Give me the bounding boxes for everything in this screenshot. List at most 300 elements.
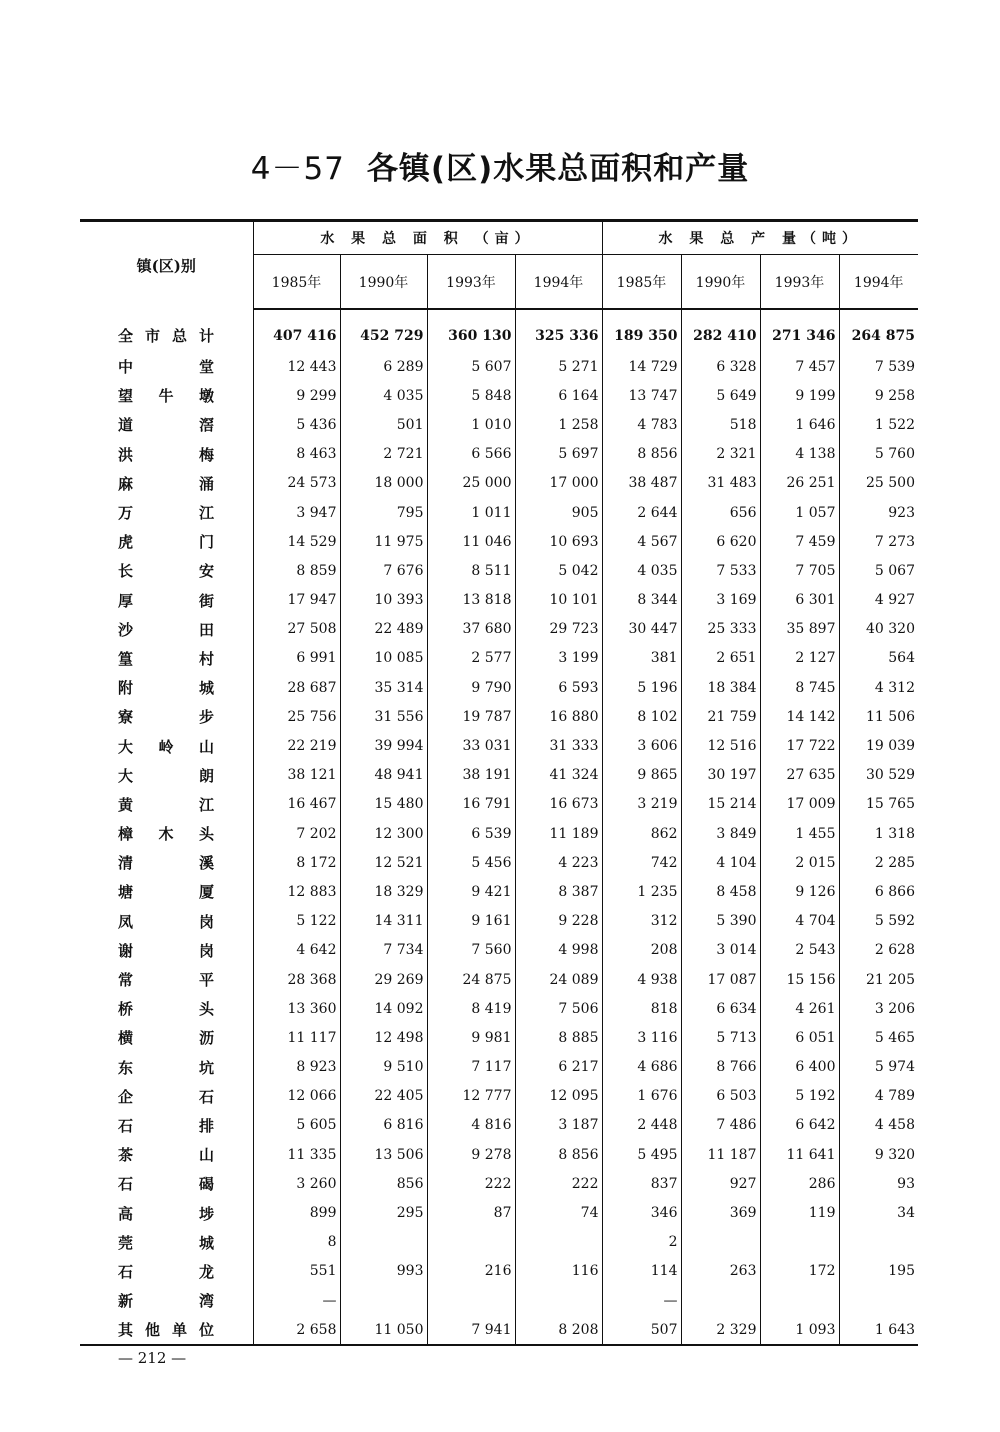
area-value-cell: 24 089: [515, 965, 602, 994]
output-value-cell: 5 974: [839, 1053, 918, 1082]
area-value-cell: 74: [515, 1198, 602, 1227]
output-value-cell: [839, 1228, 918, 1257]
area-value-cell: 8 923: [253, 1053, 340, 1082]
region-char: 大: [118, 766, 134, 785]
table-row: [80, 761, 918, 790]
region-name: [80, 1053, 253, 1082]
output-value-cell: 2 285: [839, 848, 918, 877]
area-value-cell: 16 467: [253, 790, 340, 819]
area-value-cell: [515, 1286, 602, 1315]
area-value-cell: 6 566: [427, 440, 515, 469]
table-row: [80, 309, 918, 352]
output-value-cell: 7 486: [681, 1111, 760, 1140]
region-char: 塘: [118, 883, 134, 902]
output-value-cell: 15 156: [760, 965, 839, 994]
region-char: 篁: [118, 649, 134, 668]
output-value-cell: 4 927: [839, 586, 918, 615]
region-name: [80, 1228, 253, 1257]
output-value-cell: 369: [681, 1198, 760, 1227]
output-value-cell: 2 644: [602, 498, 681, 527]
output-value-cell: 312: [602, 907, 681, 936]
area-value-cell: 25 756: [253, 702, 340, 731]
output-value-cell: 381: [602, 644, 681, 673]
output-value-cell: 34: [839, 1198, 918, 1227]
area-value-cell: 22 489: [340, 615, 427, 644]
output-value-cell: 286: [760, 1169, 839, 1198]
region-char: 总: [171, 327, 187, 345]
output-value-cell: 17 009: [760, 790, 839, 819]
area-value-cell: [340, 1228, 427, 1257]
area-value-cell: 12 300: [340, 819, 427, 848]
region-char: 桥: [118, 1000, 134, 1019]
area-value-cell: 4 998: [515, 936, 602, 965]
area-value-cell: 28 368: [253, 965, 340, 994]
area-value-cell: 795: [340, 498, 427, 527]
region-name: [80, 848, 253, 877]
region-name: [80, 498, 253, 527]
region-char: 城: [198, 1233, 214, 1252]
output-value-cell: 2 015: [760, 848, 839, 877]
area-value-cell: 856: [340, 1169, 427, 1198]
area-value-cell: 8 172: [253, 848, 340, 877]
output-value-cell: 12 516: [681, 731, 760, 760]
output-value-cell: 195: [839, 1257, 918, 1286]
area-value-cell: 7 506: [515, 994, 602, 1023]
area-value-cell: 16 791: [427, 790, 515, 819]
area-value-cell: 7 202: [253, 819, 340, 848]
area-value-cell: 41 324: [515, 761, 602, 790]
region-name: [80, 761, 253, 790]
region-char: 龙: [198, 1262, 214, 1281]
region-char: 涌: [198, 474, 214, 493]
region-char: 石: [118, 1116, 134, 1135]
output-value-cell: 25 333: [681, 615, 760, 644]
area-value-cell: 10 101: [515, 586, 602, 615]
area-value-cell: 6 991: [253, 644, 340, 673]
area-value-cell: 8 387: [515, 877, 602, 906]
output-value-cell: 6 328: [681, 352, 760, 381]
area-value-cell: 216: [427, 1257, 515, 1286]
table-body: [80, 309, 918, 1345]
area-value-cell: 39 994: [340, 731, 427, 760]
output-value-cell: 114: [602, 1257, 681, 1286]
area-value-cell: 4 035: [340, 381, 427, 410]
area-value-cell: [427, 1228, 515, 1257]
output-value-cell: 3 206: [839, 994, 918, 1023]
output-value-cell: 1 057: [760, 498, 839, 527]
output-value-cell: 11 641: [760, 1140, 839, 1169]
area-value-cell: 5 848: [427, 381, 515, 410]
output-value-cell: 1 522: [839, 410, 918, 439]
region-char: 滘: [198, 416, 214, 435]
output-value-cell: 6 400: [760, 1053, 839, 1082]
region-char: 石: [198, 1087, 214, 1106]
output-value-cell: [760, 1286, 839, 1315]
output-value-cell: 8 856: [602, 440, 681, 469]
region-name: [80, 877, 253, 906]
output-value-cell: 4 035: [602, 556, 681, 585]
output-value-cell: 1 676: [602, 1082, 681, 1111]
output-value-cell: 8 766: [681, 1053, 760, 1082]
region-name: [80, 1082, 253, 1111]
output-value-cell: 3 849: [681, 819, 760, 848]
area-value-cell: 6 539: [427, 819, 515, 848]
output-value-cell: 19 039: [839, 731, 918, 760]
table-row: [80, 1140, 918, 1169]
area-value-cell: 12 095: [515, 1082, 602, 1111]
output-value-cell: 9 199: [760, 381, 839, 410]
table-row: [80, 819, 918, 848]
region-char: 街: [198, 591, 214, 610]
year-header: 1990年: [340, 255, 427, 310]
area-value-cell: 17 947: [253, 586, 340, 615]
area-value-cell: 7 734: [340, 936, 427, 965]
area-value-cell: 5 271: [515, 352, 602, 381]
output-value-cell: 2 127: [760, 644, 839, 673]
output-value-cell: 5 465: [839, 1023, 918, 1052]
region-char: 中: [118, 358, 134, 377]
area-value-cell: 14 529: [253, 527, 340, 556]
region-char: 木: [158, 825, 174, 844]
table-row: [80, 615, 918, 644]
area-value-cell: 14 311: [340, 907, 427, 936]
table-row: [80, 1082, 918, 1111]
output-value-cell: [839, 1286, 918, 1315]
area-value-cell: 1 258: [515, 410, 602, 439]
table-number: 4－57: [250, 151, 345, 187]
output-value-cell: 21 759: [681, 702, 760, 731]
area-value-cell: 407 416: [253, 309, 340, 352]
area-value-cell: 9 228: [515, 907, 602, 936]
region-name: [80, 469, 253, 498]
region-char: 头: [198, 825, 214, 844]
area-value-cell: 29 723: [515, 615, 602, 644]
area-value-cell: 3 187: [515, 1111, 602, 1140]
output-value-cell: 11 506: [839, 702, 918, 731]
area-value-cell: 14 092: [340, 994, 427, 1023]
output-value-cell: 6 642: [760, 1111, 839, 1140]
table-row: [80, 936, 918, 965]
table-row: [80, 469, 918, 498]
region-name: [80, 731, 253, 760]
output-value-cell: 5 390: [681, 907, 760, 936]
region-char: 江: [198, 504, 214, 523]
output-value-cell: 4 938: [602, 965, 681, 994]
output-value-cell: 5 592: [839, 907, 918, 936]
region-char: 排: [198, 1116, 214, 1135]
output-value-cell: 7 705: [760, 556, 839, 585]
area-value-cell: 18 000: [340, 469, 427, 498]
region-char: 山: [198, 1146, 214, 1165]
page-number: — 212 —: [118, 1349, 187, 1367]
region-name: [80, 1169, 253, 1198]
area-value-cell: [515, 1228, 602, 1257]
output-value-cell: 346: [602, 1198, 681, 1227]
output-value-cell: —: [602, 1286, 681, 1315]
output-value-cell: 189 350: [602, 309, 681, 352]
region-char: 寮: [118, 708, 134, 727]
area-value-cell: 452 729: [340, 309, 427, 352]
region-char: 全: [118, 327, 134, 345]
output-value-cell: 30 197: [681, 761, 760, 790]
output-value-cell: 4 704: [760, 907, 839, 936]
table-row: [80, 1169, 918, 1198]
area-value-cell: 12 443: [253, 352, 340, 381]
output-value-cell: 9 865: [602, 761, 681, 790]
area-value-cell: 9 299: [253, 381, 340, 410]
area-value-cell: 501: [340, 410, 427, 439]
area-value-cell: 10 393: [340, 586, 427, 615]
output-value-cell: 7 533: [681, 556, 760, 585]
area-value-cell: 12 777: [427, 1082, 515, 1111]
area-value-cell: 8 463: [253, 440, 340, 469]
area-value-cell: 28 687: [253, 673, 340, 702]
area-value-cell: 8 856: [515, 1140, 602, 1169]
region-char: 凤: [118, 912, 134, 931]
output-value-cell: 93: [839, 1169, 918, 1198]
output-value-cell: 2 321: [681, 440, 760, 469]
year-header: 1994年: [515, 255, 602, 310]
output-value-cell: 30 447: [602, 615, 681, 644]
area-value-cell: 2 577: [427, 644, 515, 673]
region-char: 牛: [158, 387, 174, 406]
output-value-cell: 507: [602, 1315, 681, 1345]
area-value-cell: 6 593: [515, 673, 602, 702]
output-value-cell: 2 651: [681, 644, 760, 673]
table-row: [80, 586, 918, 615]
output-value-cell: 27 635: [760, 761, 839, 790]
area-value-cell: 8 419: [427, 994, 515, 1023]
area-value-cell: 8 885: [515, 1023, 602, 1052]
output-value-cell: 4 567: [602, 527, 681, 556]
output-value-cell: 5 495: [602, 1140, 681, 1169]
area-value-cell: 7 941: [427, 1315, 515, 1345]
area-value-cell: 6 164: [515, 381, 602, 410]
area-value-cell: 12 498: [340, 1023, 427, 1052]
region-char: 安: [198, 562, 214, 581]
area-value-cell: [427, 1286, 515, 1315]
area-value-cell: 551: [253, 1257, 340, 1286]
region-char: 附: [118, 679, 134, 698]
region-char: 望: [118, 387, 134, 406]
area-value-cell: 11 117: [253, 1023, 340, 1052]
area-value-cell: 31 556: [340, 702, 427, 731]
output-value-cell: 923: [839, 498, 918, 527]
area-value-cell: 3 199: [515, 644, 602, 673]
area-value-cell: 899: [253, 1198, 340, 1227]
area-value-cell: 7 676: [340, 556, 427, 585]
output-value-cell: 9 320: [839, 1140, 918, 1169]
area-value-cell: 222: [427, 1169, 515, 1198]
area-value-cell: 9 790: [427, 673, 515, 702]
region-char: 头: [198, 1000, 214, 1019]
area-value-cell: 3 947: [253, 498, 340, 527]
region-char: 其: [118, 1321, 134, 1340]
region-name: [80, 994, 253, 1023]
output-value-cell: 14 729: [602, 352, 681, 381]
output-value-cell: 208: [602, 936, 681, 965]
output-value-cell: 1 646: [760, 410, 839, 439]
area-value-cell: 1 011: [427, 498, 515, 527]
output-value-cell: 5 713: [681, 1023, 760, 1052]
region-char: 朗: [198, 766, 214, 785]
output-value-cell: 3 219: [602, 790, 681, 819]
region-name: [80, 819, 253, 848]
output-value-cell: 25 500: [839, 469, 918, 498]
region-char: 计: [198, 327, 214, 345]
output-value-cell: 9 258: [839, 381, 918, 410]
output-value-cell: 927: [681, 1169, 760, 1198]
table-row: [80, 410, 918, 439]
area-value-cell: 9 278: [427, 1140, 515, 1169]
region-char: 岗: [198, 912, 214, 931]
area-value-cell: 5 605: [253, 1111, 340, 1140]
area-value-cell: 12 883: [253, 877, 340, 906]
region-name: [80, 1111, 253, 1140]
region-char: 谢: [118, 941, 134, 960]
table-row: [80, 556, 918, 585]
output-value-cell: 31 483: [681, 469, 760, 498]
area-value-cell: 22 405: [340, 1082, 427, 1111]
output-value-cell: 1 093: [760, 1315, 839, 1345]
output-value-cell: 2 448: [602, 1111, 681, 1140]
area-value-cell: 11 050: [340, 1315, 427, 1345]
output-value-cell: 3 014: [681, 936, 760, 965]
table-row: [80, 731, 918, 760]
table-row: [80, 877, 918, 906]
output-value-cell: 2 543: [760, 936, 839, 965]
area-value-cell: 2 658: [253, 1315, 340, 1345]
table-row: [80, 994, 918, 1023]
region-char: 樟: [118, 825, 134, 844]
output-value-cell: 35 897: [760, 615, 839, 644]
output-value-cell: 4 312: [839, 673, 918, 702]
output-value-cell: 15 214: [681, 790, 760, 819]
region-char: 他: [144, 1321, 160, 1340]
area-value-cell: 11 335: [253, 1140, 340, 1169]
area-value-cell: 27 508: [253, 615, 340, 644]
output-value-cell: 271 346: [760, 309, 839, 352]
area-value-cell: 33 031: [427, 731, 515, 760]
year-header: 1993年: [760, 255, 839, 310]
output-value-cell: [760, 1228, 839, 1257]
area-value-cell: 87: [427, 1198, 515, 1227]
area-value-cell: 16 880: [515, 702, 602, 731]
output-value-cell: 7 539: [839, 352, 918, 381]
region-char: 黄: [118, 795, 134, 814]
area-value-cell: 15 480: [340, 790, 427, 819]
area-value-cell: 1 010: [427, 410, 515, 439]
output-group-header: 水 果 总 产 量（吨）: [602, 221, 918, 255]
area-value-cell: 9 981: [427, 1023, 515, 1052]
area-value-cell: 9 510: [340, 1053, 427, 1082]
region-char: 横: [118, 1029, 134, 1048]
output-value-cell: 4 789: [839, 1082, 918, 1111]
area-value-cell: 325 336: [515, 309, 602, 352]
output-value-cell: 4 686: [602, 1053, 681, 1082]
area-value-cell: —: [253, 1286, 340, 1315]
area-value-cell: 24 573: [253, 469, 340, 498]
output-value-cell: 5 192: [760, 1082, 839, 1111]
output-value-cell: 21 205: [839, 965, 918, 994]
output-value-cell: 172: [760, 1257, 839, 1286]
output-value-cell: 837: [602, 1169, 681, 1198]
area-value-cell: 19 787: [427, 702, 515, 731]
region-char: 墩: [198, 387, 214, 406]
output-value-cell: 14 142: [760, 702, 839, 731]
area-value-cell: 993: [340, 1257, 427, 1286]
area-value-cell: 11 189: [515, 819, 602, 848]
output-value-cell: 6 503: [681, 1082, 760, 1111]
year-header: 1994年: [839, 255, 918, 310]
area-value-cell: 35 314: [340, 673, 427, 702]
output-value-cell: 8 745: [760, 673, 839, 702]
area-value-cell: 13 506: [340, 1140, 427, 1169]
area-value-cell: 8 208: [515, 1315, 602, 1345]
area-value-cell: 10 085: [340, 644, 427, 673]
output-value-cell: 5 760: [839, 440, 918, 469]
area-value-cell: 38 121: [253, 761, 340, 790]
table-title: [0, 143, 1000, 188]
output-value-cell: 518: [681, 410, 760, 439]
area-value-cell: 6 217: [515, 1053, 602, 1082]
region-name: [80, 644, 253, 673]
area-value-cell: 4 816: [427, 1111, 515, 1140]
region-name: [80, 527, 253, 556]
region-char: 企: [118, 1087, 134, 1106]
area-value-cell: 9 421: [427, 877, 515, 906]
region-char: 堂: [198, 358, 214, 377]
output-value-cell: 5 649: [681, 381, 760, 410]
region-char: 田: [198, 620, 214, 639]
output-value-cell: 3 169: [681, 586, 760, 615]
area-value-cell: 5 607: [427, 352, 515, 381]
region-char: 平: [198, 971, 214, 990]
area-value-cell: 360 130: [427, 309, 515, 352]
area-value-cell: 3 260: [253, 1169, 340, 1198]
area-value-cell: 9 161: [427, 907, 515, 936]
region-char: 岭: [158, 737, 174, 756]
output-value-cell: 1 455: [760, 819, 839, 848]
area-value-cell: 22 219: [253, 731, 340, 760]
output-value-cell: 4 458: [839, 1111, 918, 1140]
output-value-cell: 1 643: [839, 1315, 918, 1345]
region-char: 单: [171, 1321, 187, 1340]
area-value-cell: 37 680: [427, 615, 515, 644]
output-value-cell: 1 318: [839, 819, 918, 848]
table-row: [80, 907, 918, 936]
region-char: 山: [198, 737, 214, 756]
region-char: 溪: [198, 854, 214, 873]
year-header: 1993年: [427, 255, 515, 310]
area-value-cell: 5 456: [427, 848, 515, 877]
region-char: 埗: [198, 1204, 214, 1223]
region-char: 梅: [198, 445, 214, 464]
output-value-cell: 8 344: [602, 586, 681, 615]
region-name: [80, 936, 253, 965]
table-row: [80, 790, 918, 819]
output-value-cell: 2: [602, 1228, 681, 1257]
area-value-cell: 7 117: [427, 1053, 515, 1082]
output-value-cell: 4 138: [760, 440, 839, 469]
output-value-cell: 7 457: [760, 352, 839, 381]
region-char: 道: [118, 416, 134, 435]
region-char: 沥: [198, 1029, 214, 1048]
output-value-cell: 7 273: [839, 527, 918, 556]
output-value-cell: 2 329: [681, 1315, 760, 1345]
output-value-cell: 818: [602, 994, 681, 1023]
region-char: 东: [118, 1058, 134, 1077]
